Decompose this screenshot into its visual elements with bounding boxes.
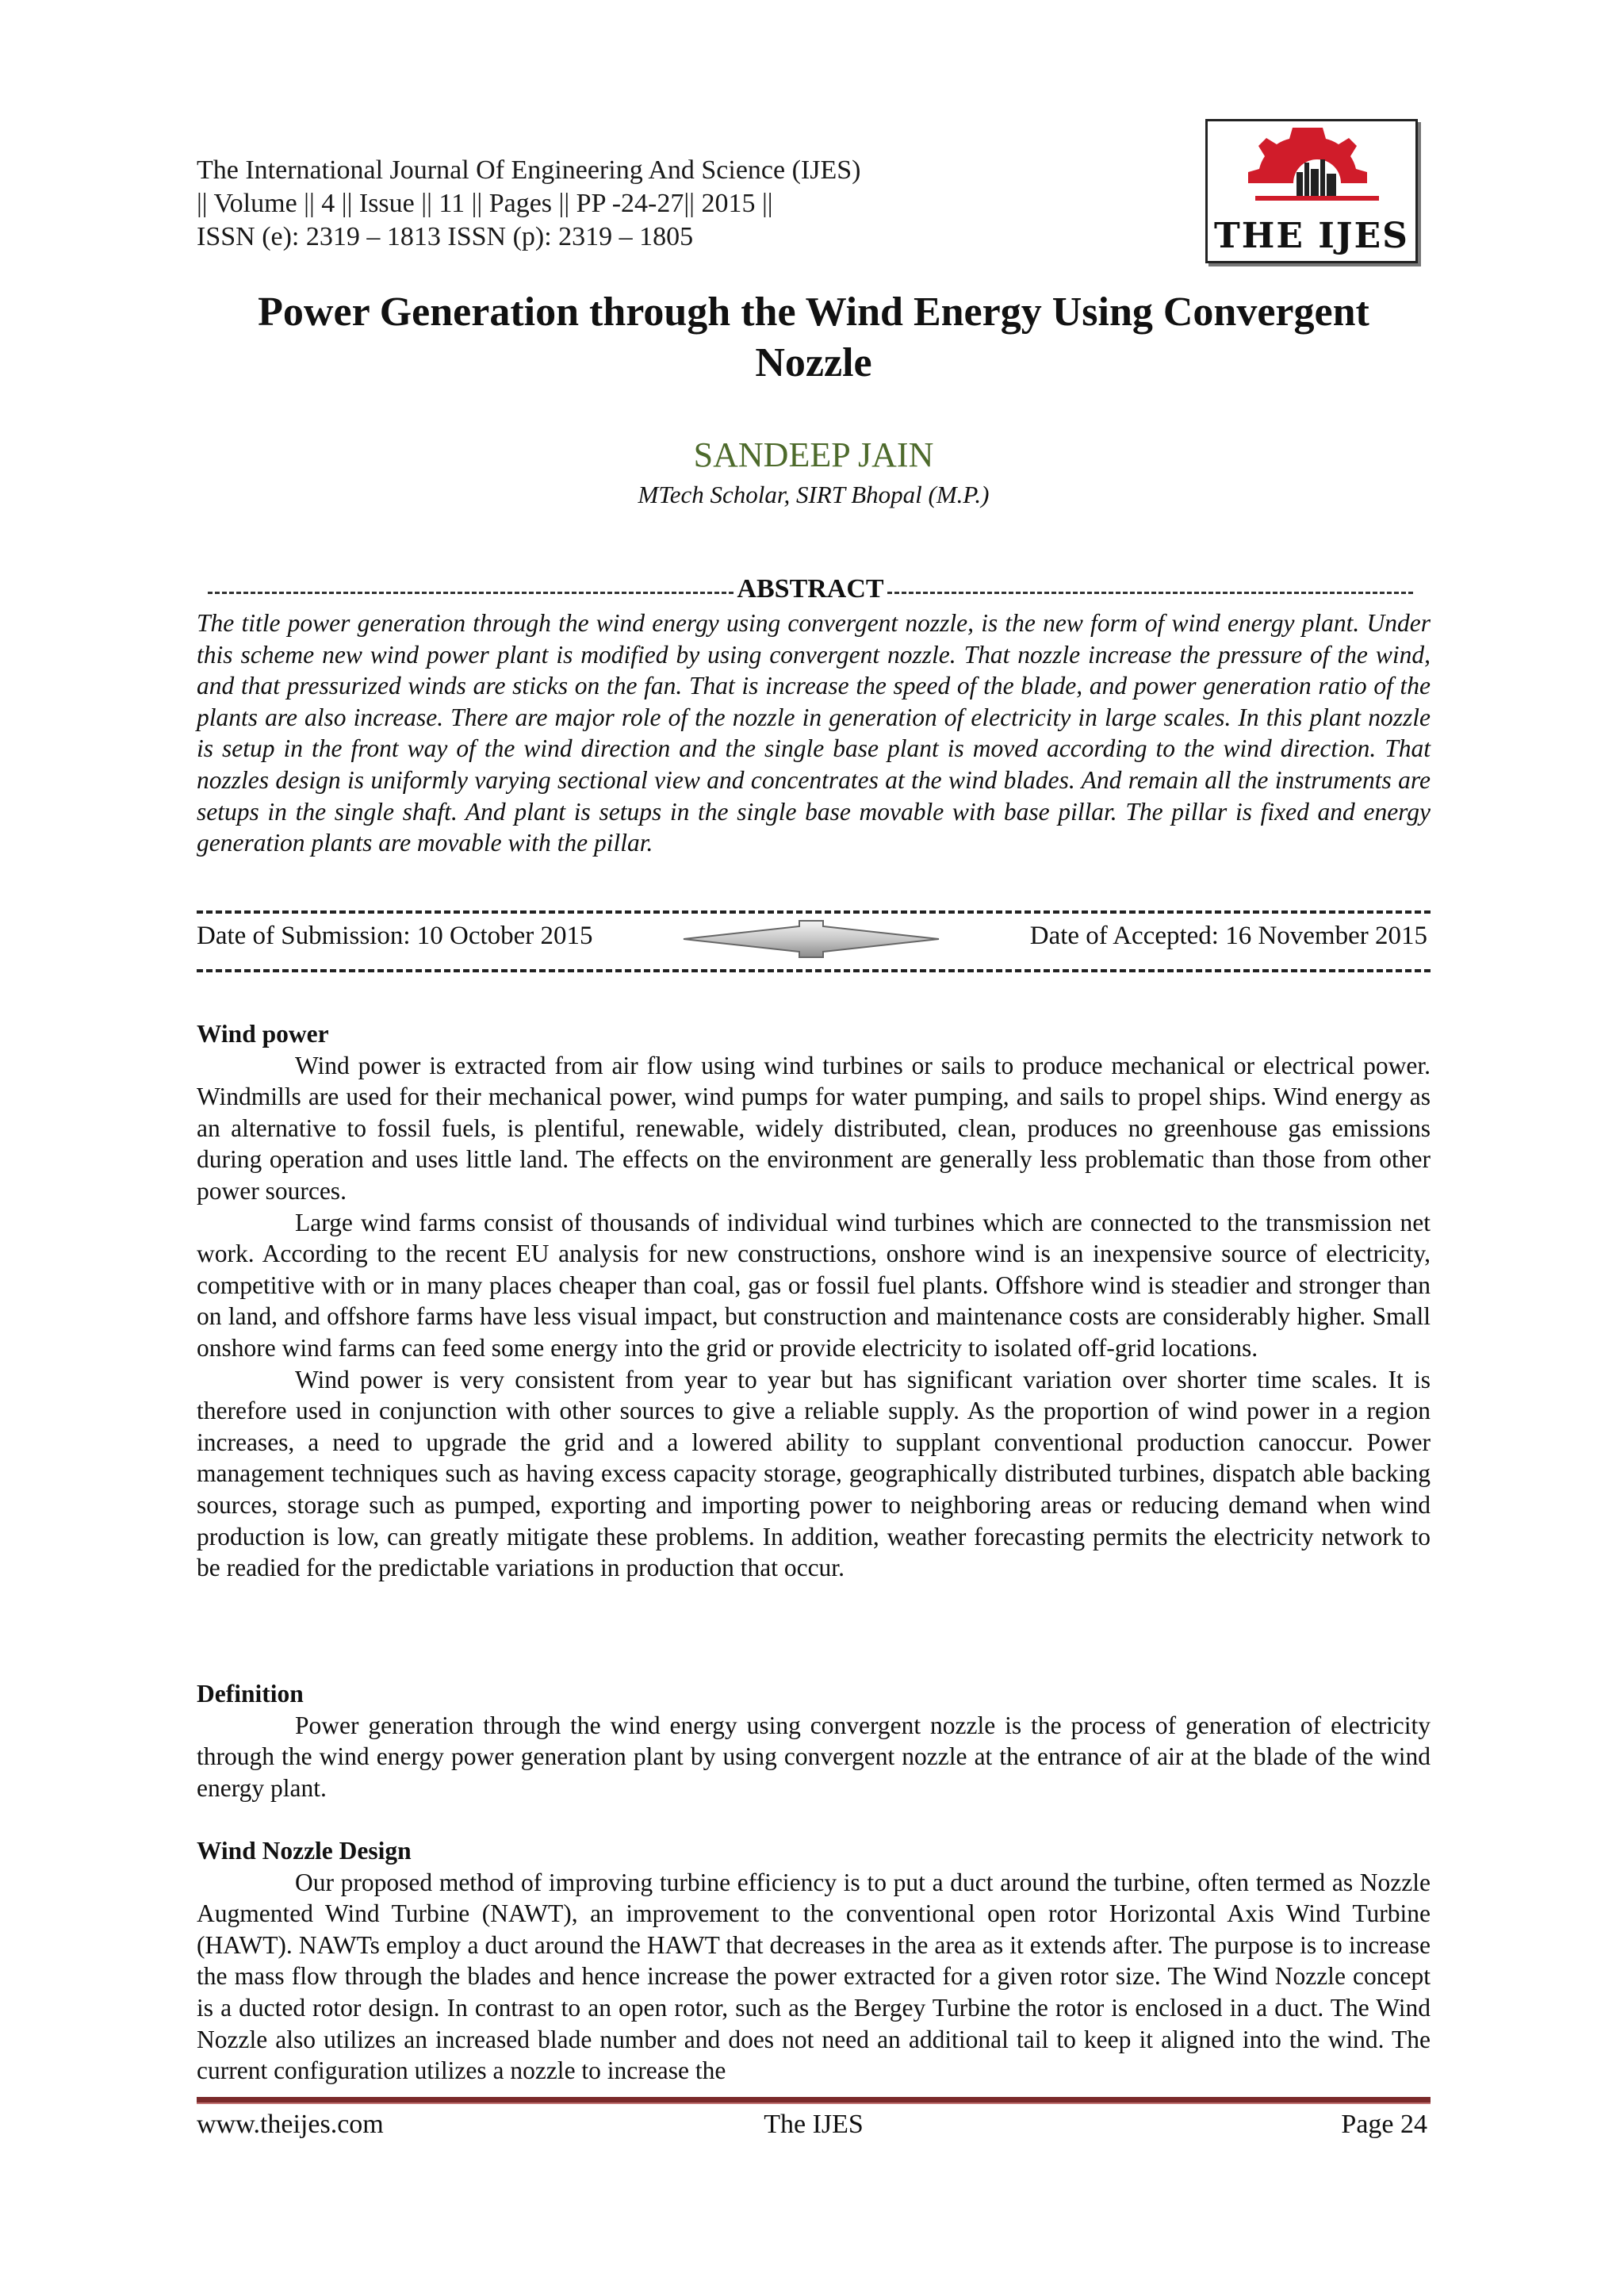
journal-name: The International Journal Of Engineering And Science (IJES) <box>197 155 861 185</box>
abstract-dash-left <box>208 592 733 594</box>
author-affiliation: MTech Scholar, SIRT Bhopal (M.P.) <box>638 481 990 508</box>
submission-date: Date of Submission: 10 October 2015 <box>197 922 593 950</box>
paper-title: Power Generation through the Wind Energy Using Convergent Nozzle <box>258 289 1369 385</box>
paragraph: Our proposed method of improving turbine efficiency is to put a duct around the turbine, often termed as Nozzle Augmented Wind Turbine (NAWT), an improvement to the conventional open rotor Horizontal Axis Wind Turbine (HAWT). NAWTs employ a duct around the HAWT that decreases in the area as it extends after. The purpose is to increase the mass flow through the blades and hence increase the power extracted for a given rotor size. The Wind Nozzle concept is a ducted rotor design. In contrast to an open rotor, such as the Bergey Turbine the rotor is enclosed in a duct. The Wind Nozzle also utilizes an increased blade number and does not need an additional tail to keep it aligned into the wind. The current configuration utilizes a nozzle to increase the <box>197 1868 1431 2085</box>
accepted-date: Date of Accepted: 16 November 2015 <box>1029 922 1427 950</box>
paragraph: Large wind farms consist of thousands of individual wind turbines which are connected to the transmission net work. According to the recent EU analysis for new constructions, onshore wind is an inexpensive source of electricity, competitive with or in many places cheaper than coal, gas or fossil fuel plants. Offshore wind is steadier and stronger than on land, and offshore farms have less visual impact, but construction and maintenance costs are considerably higher. Small onshore wind farms can feed some energy into the grid or provide electricity to isolated off-grid locations. <box>197 1208 1431 1362</box>
section-heading: Wind power <box>197 1020 329 1048</box>
section-definition <box>197 1678 1431 1803</box>
page-footer <box>197 2110 1431 2146</box>
footer-rule <box>197 2097 1431 2104</box>
logo-text: THE IJES <box>1214 216 1409 256</box>
journal-info <box>197 154 860 254</box>
ijes-logo <box>1205 119 1418 263</box>
dates-bottom-rule <box>197 969 1431 972</box>
abstract-dash-right <box>887 592 1413 594</box>
abstract-heading <box>208 574 1413 604</box>
footer-website: www.theijes.com <box>197 2110 384 2139</box>
dates-row <box>197 918 1431 960</box>
section-nozzle-design <box>197 1835 1431 2087</box>
section-wind-power <box>197 1018 1431 1584</box>
paragraph: Wind power is extracted from air flow using wind turbines or sails to produce mechanical or electrical power. Windmills are used for their mechanical power, wind pumps for water pumping, and sails to propel ships. Wind energy as an alternative to fossil fuels, is plentiful, renewable, widely distributed, clean, produces no greenhouse gas emissions during operation and uses little land. The effects on the environment are generally less problematic than those from other power sources. <box>197 1051 1431 1205</box>
paragraph: Wind power is very consistent from year to year but has significant variation over shorter time scales. It is therefore used in conjunction with other sources to give a reliable supply. As the proportion of wind power in a region increases, a need to upgrade the grid and a lowered ability to supplant conventional production canoccur. Power management techniques such as having excess capacity storage, geographically distributed turbines, dispatch able backing sources, storage such as pumped, exporting and importing power to neighboring areas or reducing demand when wind production is low, can greatly mitigate these problems. In addition, weather forecasting permits the electricity network to be readied for the predictable variations in production that occur. <box>197 1365 1431 1582</box>
author-name: SANDEEP JAIN <box>693 435 934 474</box>
abstract-text: The title power generation through the wind energy using convergent nozzle, is the new form of wind energy plant. Under this scheme new wind power plant is modified by using convergent nozzle. That nozzle increase the pressure of the wind, and that pressurized winds are sticks on the fan. That is increase the speed of the blade, and power generation ratio of the plants are also increase. There are major role of the nozzle in generation of electricity in large scales. In this plant nozzle is setup in the front way of the wind direction and the single base plant is moved according to the wind direction. That nozzles design is uniformly varying sectional view and concentrates at the wind blades. And remain all the instruments are setups in the single shaft. And plant is setups in the single base movable with base pillar. The pillar is fixed and energy generation plants are movable with the pillar. <box>197 609 1431 857</box>
journal-volume: || Volume || 4 || Issue || 11 || Pages || PP -24-27|| 2015 || <box>197 189 773 218</box>
journal-issn: ISSN (e): 2319 – 1813 ISSN (p): 2319 – 1805 <box>197 222 694 251</box>
footer-page-number: Page 24 <box>1341 2110 1427 2139</box>
abstract-bottom-rule <box>197 910 1431 914</box>
abstract-label: ABSTRACT <box>737 574 884 604</box>
double-arrow-icon <box>680 918 942 960</box>
footer-journal: The IJES <box>764 2110 864 2139</box>
section-heading: Wind Nozzle Design <box>197 1837 412 1865</box>
section-heading: Definition <box>197 1680 304 1708</box>
paragraph: Power generation through the wind energy using convergent nozzle is the process of generation of electricity through the wind energy power generation plant by using convergent nozzle at the entrance of air at the blade of the wind energy plant. <box>197 1711 1431 1802</box>
